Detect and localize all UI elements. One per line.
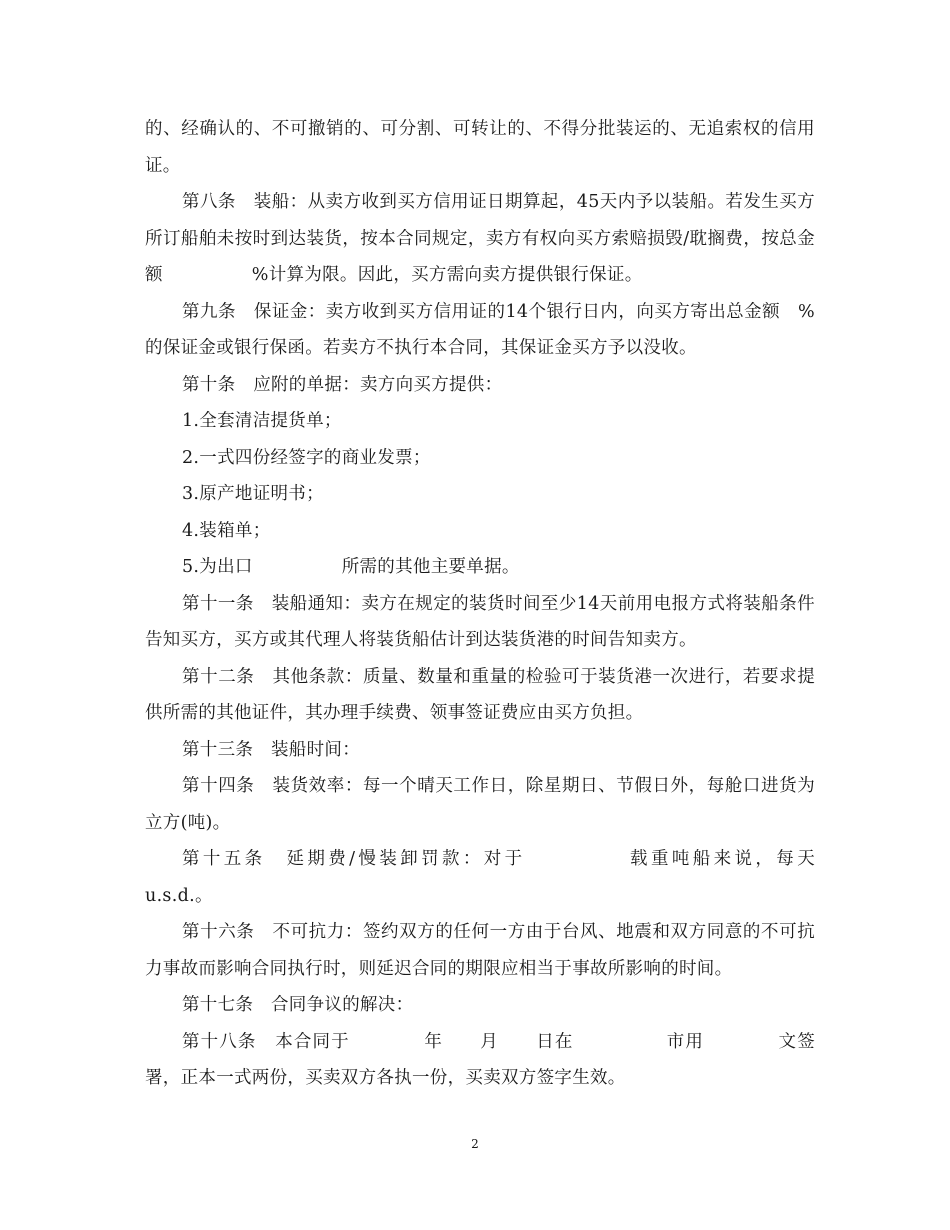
list-item-other-documents: 5.为出口 所需的其他主要单据。 xyxy=(182,557,520,577)
list-item-certificate-of-origin: 3.原产地证明书； xyxy=(182,484,324,504)
paragraph-article-15-demurrage: 第十五条 延期费/慢装卸罚款：对于 载重吨船来说，每天 u.s.d.。 xyxy=(145,849,904,906)
paragraph-article-13-shipping-time: 第十三条 装船时间： xyxy=(182,739,360,760)
document-body xyxy=(145,111,904,1097)
paragraph-article-10-documents: 第十条 应附的单据：卖方向买方提供： xyxy=(182,374,503,395)
list-item-bill-of-lading: 1.全套清洁提货单； xyxy=(182,411,342,431)
paragraph-article-17-disputes: 第十七条 合同争议的解决： xyxy=(182,995,414,1015)
paragraph-article-11-shipping-notice: 第十一条 装船通知：卖方在规定的装货时间至少14天前用电报方式将装船条件告知买方，买方或其代理人将装货船估计到达装货港的时间告知卖方。 xyxy=(145,593,815,650)
page-number: 2 xyxy=(471,1137,479,1151)
paragraph-article-8-shipment: 第八条 装船：从卖方收到买方信用证日期算起，45天内予以装船。若发生买方所订船舶未按时到达装货，按本合同规定，卖方有权向买方索赔损毁/耽搁费，按总金额 %计算为限。因此，买方需向卖方提供银行保证。 xyxy=(145,192,815,285)
paragraph-article-16-force-majeure: 第十六条 不可抗力：签约双方的任何一方由于台风、地震和双方同意的不可抗力事故而影响合同执行时，则延迟合同的期限应相当于事故所影响的时间。 xyxy=(145,922,815,979)
paragraph-article-12-other-terms: 第十二条 其他条款：质量、数量和重量的检验可于装货港一次进行，若要求提供所需的其他证件，其办理手续费、领事签证费应由买方负担。 xyxy=(145,666,815,723)
paragraph-article-14-loading-rate: 第十四条 装货效率：每一个晴天工作日，除星期日、节假日外，每舱口进货为 立方(吨)。 xyxy=(145,776,904,833)
paragraph-article-18-signing: 第十八条 本合同于 年 月 日在 市用 文签署，正本一式两份，买卖双方各执一份，买卖双方签字生效。 xyxy=(145,1031,815,1088)
list-item-commercial-invoice: 2.一式四份经签字的商业发票； xyxy=(182,447,431,468)
paragraph-article-9-deposit: 第九条 保证金：卖方收到买方信用证的14个银行日内，向买方寄出总金额 %的保证金或银行保函。若卖方不执行本合同，其保证金买方予以没收。 xyxy=(145,301,815,358)
paragraph-letter-of-credit-continuation: 的、经确认的、不可撤销的、可分割、可转让的、不得分批装运的、无追索权的信用证。 xyxy=(145,119,815,176)
list-item-packing-list: 4.装箱单； xyxy=(182,520,271,541)
